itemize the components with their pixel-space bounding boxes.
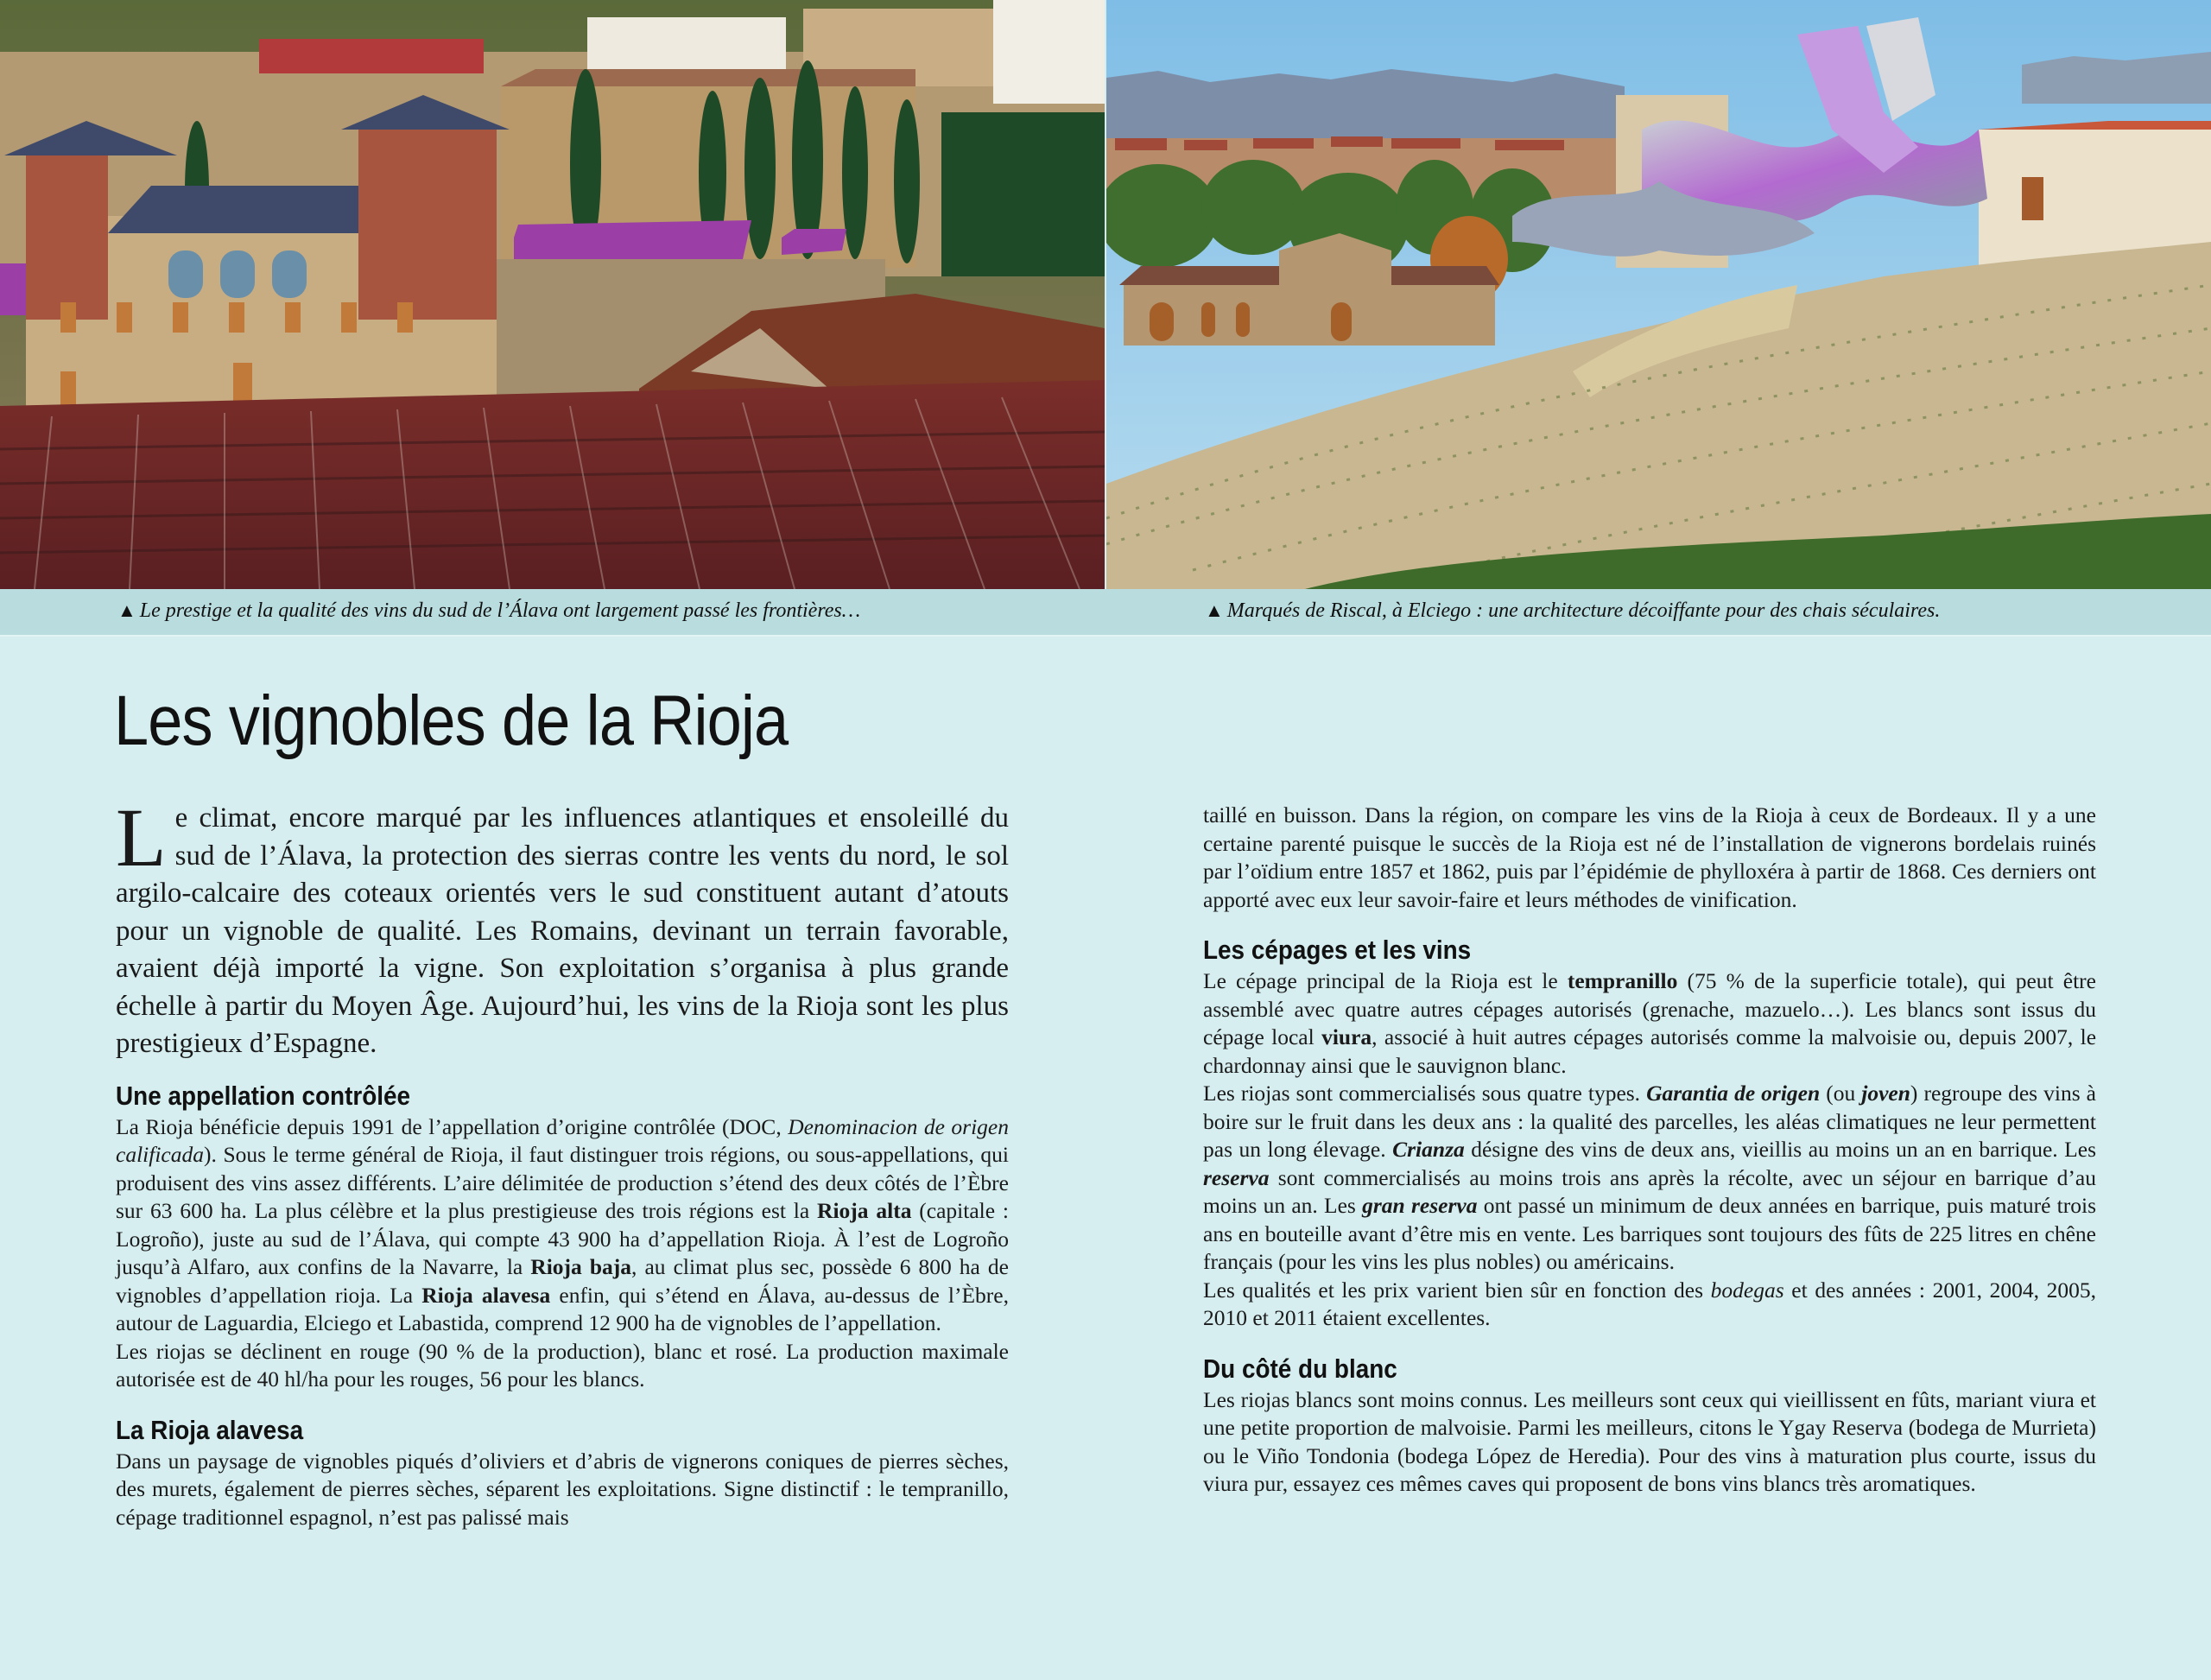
appellation-paragraph-1: [116, 1113, 1009, 1338]
intro-text: e climat, encore marqué par les influences atlantiques et ensoleillé du sud de l’Álava, la protection des sierras contre les vents du nord, le sol argilo-calcaire des coteaux orientés vers le sud constituent autant d’atouts pour un vignoble de qualité. Les Romains, devinant un terrain favorable, avaient déjà importé la vigne. Son exploitation s’organisa à plus grande échelle à partir du Moyen Âge. Aujourd’hui, les vins de la Rioja sont les plus prestigieux d’Espagne.: [116, 802, 1009, 1059]
photo-bodega-vineyard: [0, 0, 1105, 589]
column-left: [116, 791, 1010, 1531]
italic-term: bodegas: [1710, 1277, 1784, 1303]
drop-cap: L: [116, 791, 167, 884]
bold-italic-term: Garantia de origen: [1646, 1081, 1821, 1106]
caption-left-text: Le prestige et la qualité des vins du sud de l’Álava ont largement passé les frontières…: [139, 599, 861, 622]
section-title-alavesa: La Rioja alavesa: [116, 1414, 304, 1445]
italic-term: Denominacion de origen calificada: [116, 1113, 1009, 1167]
page-title: Les vignobles de la Rioja: [114, 682, 789, 760]
text-run: et des années : 2001, 2004, 2005, 2010 et 2011 étaient excellentes.: [1203, 1277, 2096, 1330]
cepages-paragraph-1: [1203, 967, 2096, 1080]
bold-term: tempranillo: [1567, 968, 1678, 993]
bold-term: Rioja alta: [817, 1198, 912, 1223]
text-run: La Rioja bénéficie depuis 1991 de l’appellation d’origine contrôlée (DOC,: [116, 1113, 789, 1139]
text-run: sont commercialisés au moins trois ans après la récolte, avec un séjour en barrique d’au moins un an. Les: [1203, 1164, 2096, 1218]
photo-marques-de-riscal: [1106, 0, 2211, 589]
photo-riscal-illustration: [1106, 0, 2211, 589]
photo-caption-right: [1205, 599, 1940, 623]
text-run: (capitale : Logroño), juste au sud de l’Álava, qui compte 43 900 ha d’appellation Rioja. À l’est de Logroño jusqu’à Alfaro, aux confins de la Navarre, la: [116, 1198, 1009, 1279]
text-run: désigne des vins de deux ans, vieillis au moins un an en barrique. Les: [1464, 1137, 2096, 1162]
bold-term: Rioja baja: [530, 1254, 632, 1279]
text-run: Les riojas sont commercialisés sous quatre types.: [1203, 1081, 1647, 1106]
section-title-cepages: Les cépages et les vins: [1203, 935, 1472, 965]
section-title-blanc: Du côté du blanc: [1203, 1353, 1397, 1384]
text-run: , associé à huit autres cépages autorisés comme la malvoisie ou, depuis 2007, le chardonnay ainsi que le sauvignon blanc.: [1203, 1024, 2097, 1078]
text-run: (75 % de la superficie totale), qui peut être assemblé avec quatre autres cépages autorisés (grenache, mazuelo…). Les blancs sont issus du cépage local: [1203, 968, 2096, 1049]
text-run: ). Sous le terme général de Rioja, il faut distinguer trois régions, ou sous-appellations, qui produisent des vins assez différents. L’aire délimitée de production s’étend des deux côtés de l’Èbre sur 63 600 ha. La plus célèbre et la plus prestigieuse des trois régions est la: [116, 1142, 1009, 1223]
bold-italic-term: gran reserva: [1362, 1193, 1478, 1218]
alavesa-paragraph-1: Dans un paysage de vignobles piqués d’oliviers et d’abris de vignerons coniques de pierres sèches, des murets, également de pierres sèches, séparent les exploitations. Signe distinctif : le tempranillo, cépage traditionnel espagnol, n’est pas palissé mais: [116, 1448, 1009, 1530]
caption-right-text: Marqués de Riscal, à Elciego : une architecture décoiffante pour des chais séculaires.: [1226, 599, 1941, 622]
bold-term: viura: [1321, 1024, 1372, 1049]
text-run: Le cépage principal de la Rioja est le: [1203, 968, 1568, 993]
intro-paragraph: [116, 791, 1009, 1063]
triangle-up-icon: ▲: [1205, 599, 1224, 621]
bold-italic-term: reserva: [1203, 1164, 1270, 1190]
text-run: Les qualités et les prix varient bien sûr en fonction des: [1203, 1277, 1711, 1303]
appellation-paragraph-2: Les riojas se déclinent en rouge (90 % de la production), blanc et rosé. La production maximale autorisée est de 40 hl/ha pour les rouges, 56 pour les blancs.: [116, 1338, 1009, 1392]
text-run: ont passé un minimum de deux années en barrique, puis maturé trois ans en bouteille avant d’être mis en vente. Les barriques sont toujours des fûts de 225 litres en chêne français (pour les vins les plus nobles) ou américains.: [1203, 1193, 2096, 1274]
cepages-paragraph-2: [1203, 1080, 2096, 1277]
photo-caption-left: [117, 599, 860, 623]
bold-term: Rioja alavesa: [421, 1282, 551, 1308]
section-title-appellation: Une appellation contrôlée: [116, 1080, 411, 1111]
photo-bodega-illustration: [0, 0, 1105, 589]
text-run: (ou: [1820, 1081, 1862, 1106]
cepages-paragraph-3: [1203, 1277, 2096, 1333]
column-right: [1203, 802, 2096, 1499]
text-run: ) regroupe des vins à boire sur le fruit dans les deux ans : la qualité des parcelles, les aléas climatiques ne leur permettent pas un long élevage.: [1203, 1081, 2096, 1162]
bold-italic-term: joven: [1861, 1081, 1910, 1106]
text-run: , au climat plus sec, possède 6 800 ha de vignobles d’appellation rioja. La: [116, 1254, 1010, 1308]
bold-italic-term: Crianza: [1392, 1137, 1465, 1162]
caption-band: [0, 589, 2211, 637]
blanc-paragraph-1: Les riojas blancs sont moins connus. Les meilleurs sont ceux qui vieillissent en fûts, mariant viura et une petite proportion de malvoisie. Parmi les meilleurs, citons le Ygay Reserva (bodega de Murrieta) ou le Viño Tondonia (bodega López de Heredia). Pour des vins à maturation plus courte, issus du viura pur, essayez ces mêmes caves qui proposent de bons vins blancs très aromatiques.: [1203, 1386, 2096, 1496]
triangle-up-icon: ▲: [117, 599, 136, 621]
text-run: enfin, qui s’étend en Álava, au-dessus de l’Èbre, autour de Laguardia, Elciego et Labastida, comprend 12 900 ha de vignobles de l’appellation.: [116, 1282, 1009, 1335]
alavesa-paragraph-continued: taillé en buisson. Dans la région, on compare les vins de la Rioja à ceux de Bordeaux. Il y a une certaine parenté puisque le succès de la Rioja est né de l’installation de vignerons bordelais ruinés par l’oïdium entre 1857 et 1862, puis par l’épidémie de phylloxéra à partir de 1868. Ces derniers ont apporté avec eux leur savoir-faire et leurs méthodes de vinification.: [1203, 802, 2096, 912]
